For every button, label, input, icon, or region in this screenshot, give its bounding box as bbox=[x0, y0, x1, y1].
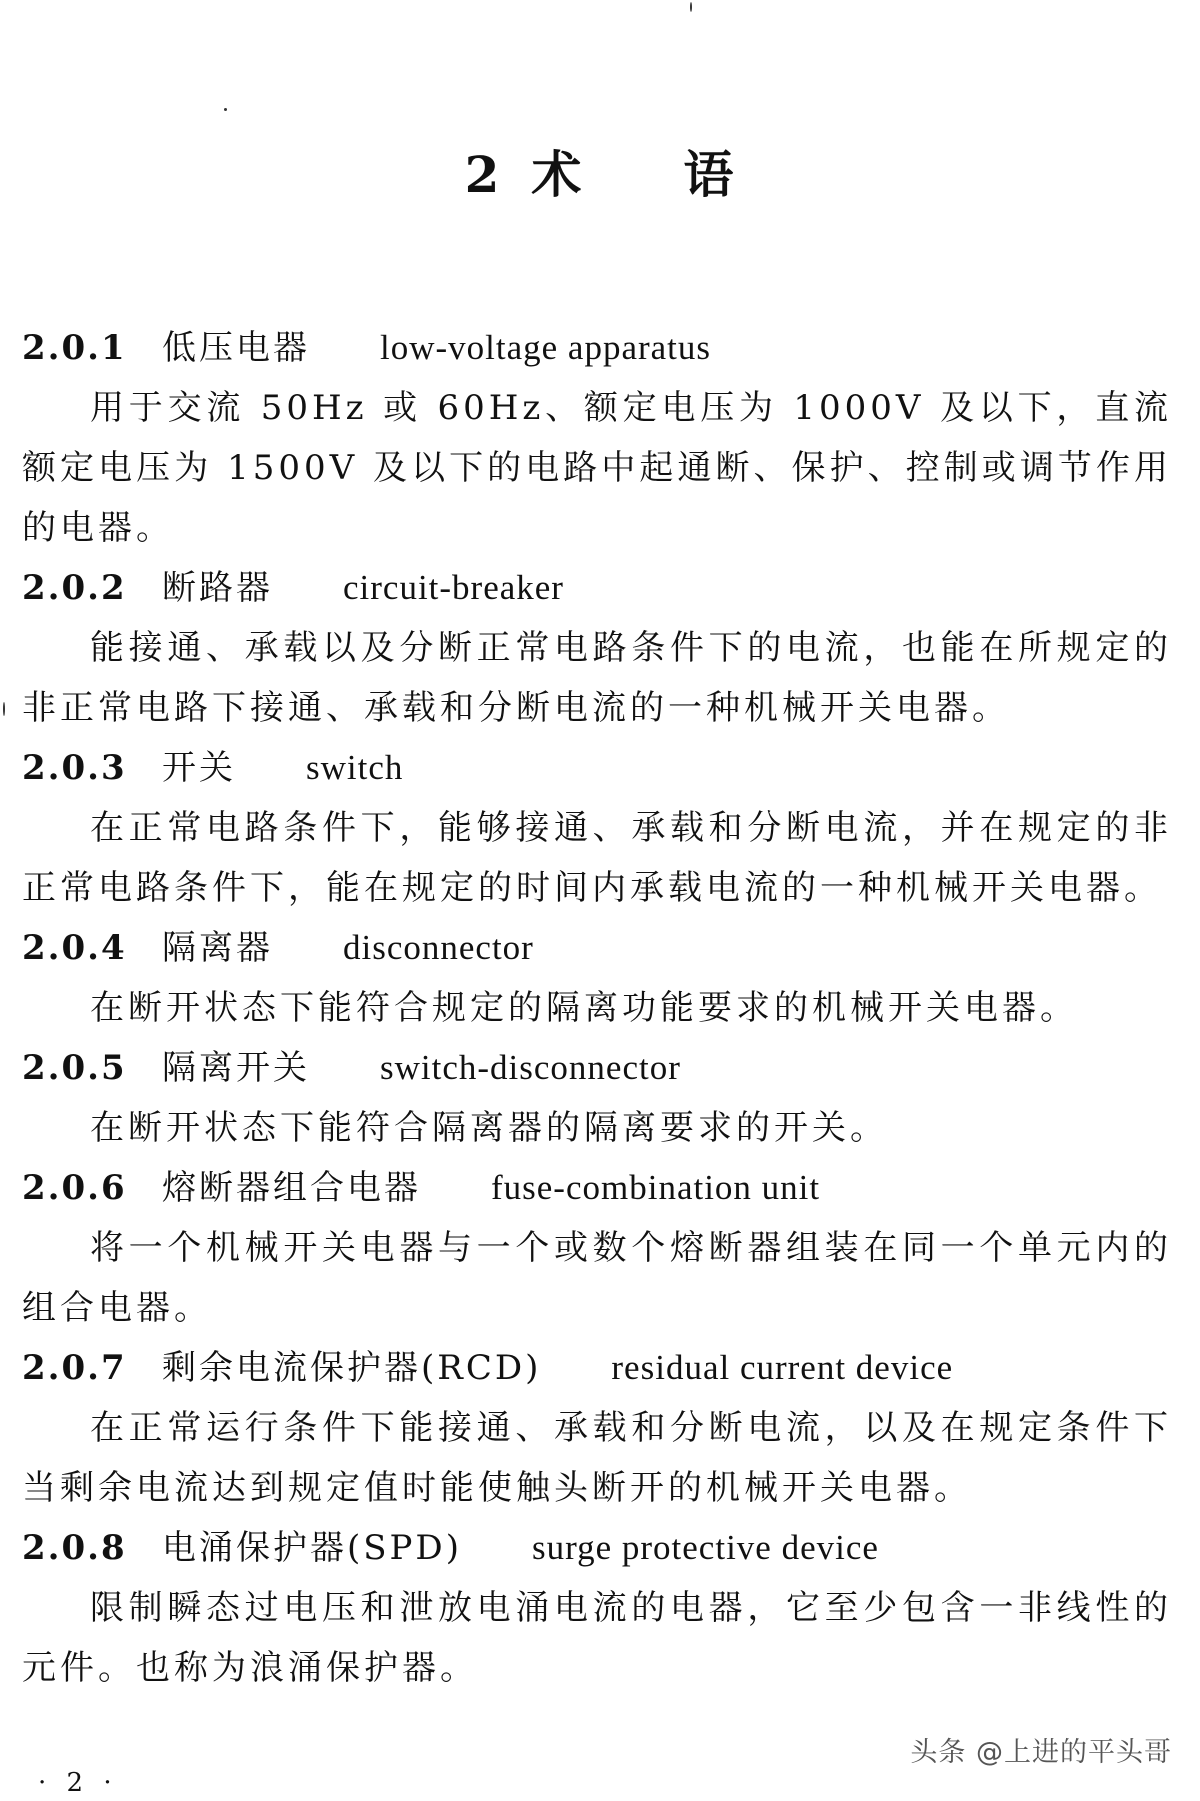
term-entry bbox=[22, 318, 1172, 558]
term-english-name: low-voltage apparatus bbox=[380, 328, 712, 367]
term-chinese-name: 开关 bbox=[162, 748, 236, 788]
chapter-title bbox=[0, 135, 1200, 207]
term-chinese-name: 熔断器组合电器 bbox=[162, 1168, 421, 1208]
term-english-name: disconnector bbox=[343, 928, 534, 967]
term-definition: 将一个机械开关电器与一个或数个熔断器组装在同一个单元内的组合电器。 bbox=[22, 1228, 1172, 1328]
term-entry bbox=[22, 1158, 1172, 1338]
scan-speck bbox=[224, 108, 227, 111]
term-definition: 在断开状态下能符合规定的隔离功能要求的机械开关电器。 bbox=[90, 988, 1078, 1028]
term-chinese-name: 剩余电流保护器(RCD) bbox=[162, 1348, 542, 1388]
watermark: 头条 @上进的平头哥 bbox=[910, 1737, 1172, 1768]
term-entry bbox=[22, 558, 1172, 738]
term-english-name: fuse-combination unit bbox=[491, 1168, 821, 1207]
chapter-title-char: 语 bbox=[683, 145, 736, 204]
term-heading bbox=[22, 918, 1172, 978]
term-number: 2.0.1 bbox=[22, 328, 127, 368]
term-definition: 能接通、承载以及分断正常电路条件下的电流，也能在所规定的非正常电路下接通、承载和分断电流的一种机械开关电器。 bbox=[22, 628, 1172, 728]
term-number: 2.0.3 bbox=[22, 748, 127, 788]
term-entry bbox=[22, 1518, 1172, 1698]
term-chinese-name: 断路器 bbox=[162, 568, 273, 608]
page-number: · 2 · bbox=[38, 1768, 118, 1798]
term-chinese-name: 低压电器 bbox=[162, 328, 310, 368]
term-english-name: surge protective device bbox=[531, 1528, 879, 1567]
terms-list bbox=[22, 318, 1172, 1698]
term-heading bbox=[22, 1158, 1172, 1218]
term-definition: 在正常电路条件下，能够接通、承载和分断电流，并在规定的非正常电路条件下，能在规定的时间内承载电流的一种机械开关电器。 bbox=[22, 808, 1172, 908]
term-heading bbox=[22, 738, 1172, 798]
term-heading bbox=[22, 1338, 1172, 1398]
term-number: 2.0.2 bbox=[22, 568, 127, 608]
term-english-name: switch-disconnector bbox=[380, 1048, 681, 1087]
term-english-name: circuit-breaker bbox=[343, 568, 564, 607]
term-chinese-name: 电涌保护器(SPD) bbox=[162, 1528, 462, 1568]
term-entry bbox=[22, 738, 1172, 918]
term-english-name: residual current device bbox=[611, 1348, 954, 1387]
term-chinese-name: 隔离器 bbox=[162, 928, 273, 968]
scan-speck bbox=[690, 2, 692, 12]
term-number: 2.0.4 bbox=[22, 928, 127, 968]
term-definition: 在正常运行条件下能接通、承载和分断电流，以及在规定条件下当剩余电流达到规定值时能使触头断开的机械开关电器。 bbox=[22, 1408, 1172, 1508]
term-number: 2.0.6 bbox=[22, 1168, 127, 1208]
term-heading bbox=[22, 318, 1172, 378]
term-chinese-name: 隔离开关 bbox=[162, 1048, 310, 1088]
term-definition: 在断开状态下能符合隔离器的隔离要求的开关。 bbox=[90, 1108, 888, 1148]
term-number: 2.0.7 bbox=[22, 1348, 127, 1388]
term-entry bbox=[22, 1038, 1172, 1158]
term-heading bbox=[22, 558, 1172, 618]
term-number: 2.0.8 bbox=[22, 1528, 127, 1568]
chapter-title-char: 术 bbox=[531, 145, 584, 204]
term-number: 2.0.5 bbox=[22, 1048, 127, 1088]
term-definition: 限制瞬态过电压和泄放电涌电流的电器，它至少包含一非线性的元件。也称为浪涌保护器。 bbox=[22, 1588, 1172, 1688]
term-entry bbox=[22, 1338, 1172, 1518]
scan-speck bbox=[3, 702, 5, 716]
chapter-number: 2 bbox=[464, 145, 502, 204]
term-heading bbox=[22, 1518, 1172, 1578]
term-entry bbox=[22, 918, 1172, 1038]
term-heading bbox=[22, 1038, 1172, 1098]
term-english-name: switch bbox=[306, 748, 404, 787]
term-definition: 用于交流 50Hz 或 60Hz、额定电压为 1000V 及以下，直流额定电压为 1500V 及以下的电路中起通断、保护、控制或调节作用的电器。 bbox=[22, 388, 1172, 548]
